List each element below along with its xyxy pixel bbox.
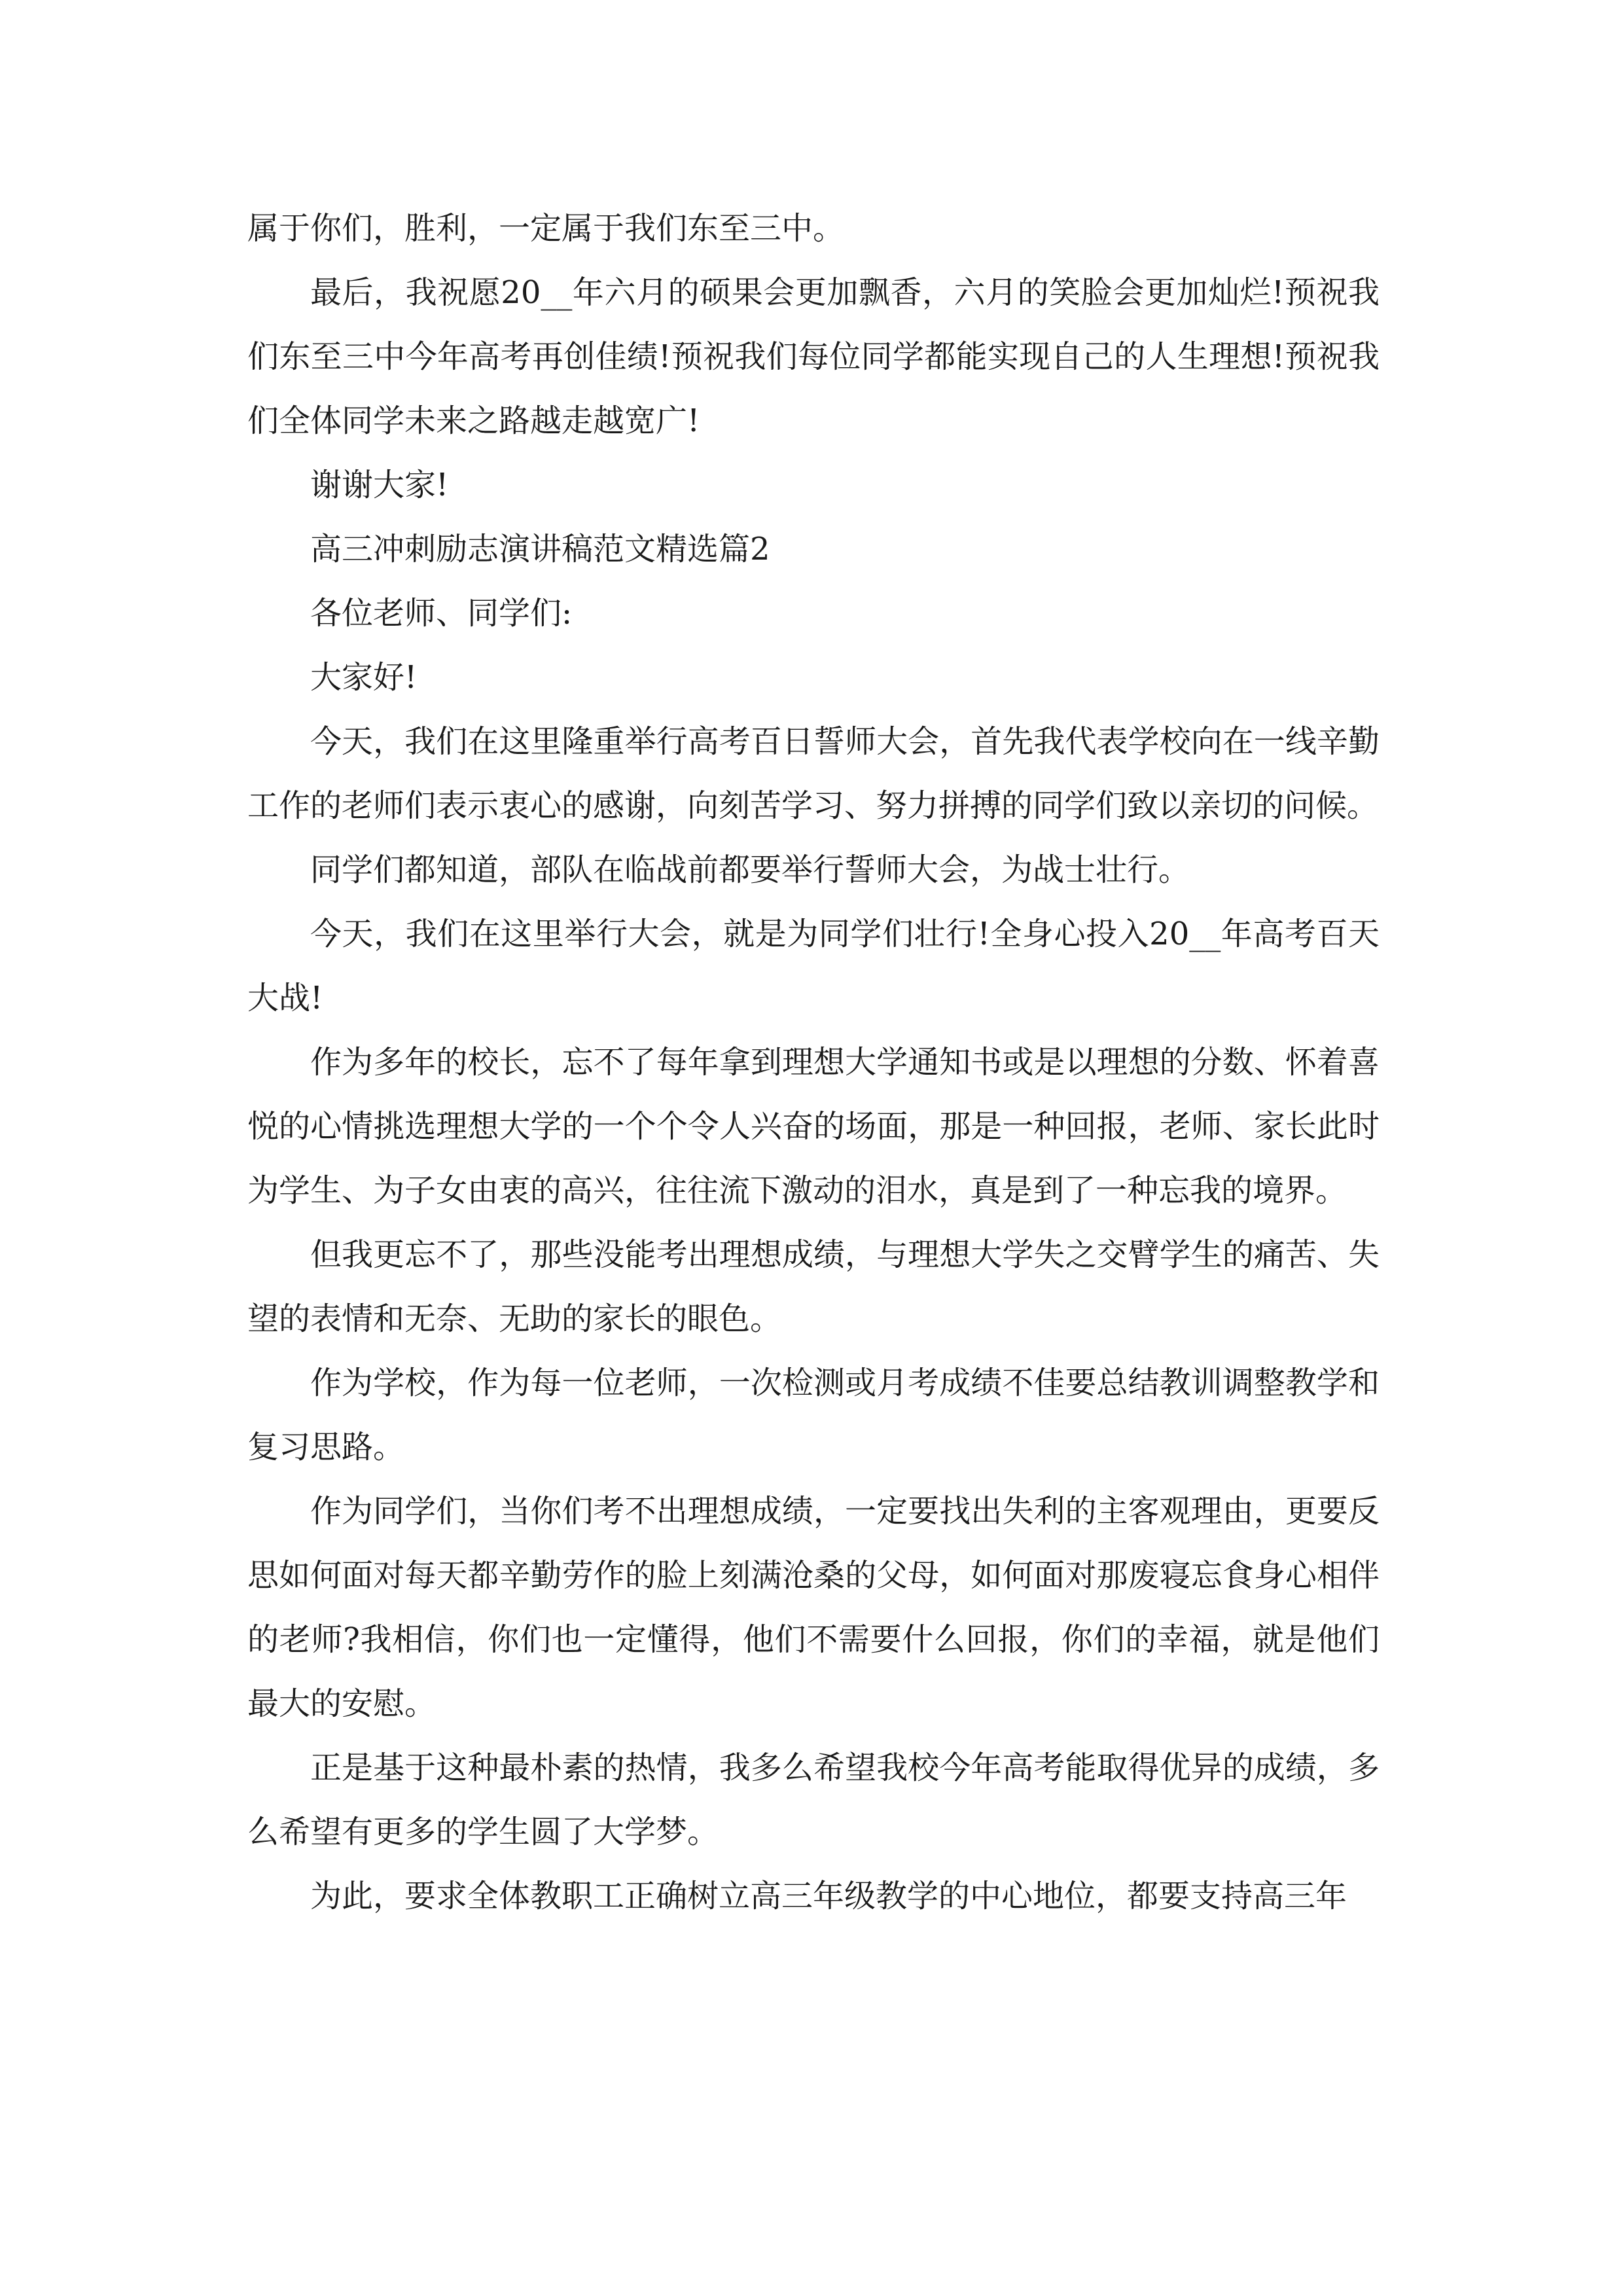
- paragraph-body: 今天，我们在这里隆重举行高考百日誓师大会，首先我代表学校向在一线辛勤工作的老师们表示衷心的感谢，向刻苦学习、努力拼搏的同学们致以亲切的问候。: [247, 723, 1380, 824]
- paragraph-body: 作为多年的校长，忘不了每年拿到理想大学通知书或是以理想的分数、怀着喜悦的心情挑选理想大学的一个个令人兴奋的场面，那是一种回报，老师、家长此时为学生、为子女由衷的高兴，往往流下激动的泪水，真是到了一种忘我的境界。: [247, 1044, 1380, 1209]
- paragraph-body: 但我更忘不了，那些没能考出理想成绩，与理想大学失之交臂学生的痛苦、失望的表情和无奈、无助的家长的眼色。: [247, 1236, 1380, 1337]
- document-body: [247, 196, 1380, 1928]
- paragraph-continuation: 属于你们，胜利，一定属于我们东至三中。: [247, 210, 845, 247]
- paragraph-closing-wishes: 最后，我祝愿20__年六月的硕果会更加飘香，六月的笑脸会更加灿烂!预祝我们东至三中今年高考再创佳绩!预祝我们每位同学都能实现自己的人生理想!预祝我们全体同学未来之路越走越宽广!: [247, 274, 1380, 439]
- paragraph-body: 作为同学们，当你们考不出理想成绩，一定要找出失利的主客观理由，更要反思如何面对每天都辛勤劳作的脸上刻满沧桑的父母，如何面对那废寝忘食身心相伴的老师?我相信，你们也一定懂得，他们不需要什么回报，你们的幸福，就是他们最大的安慰。: [247, 1493, 1380, 1722]
- paragraph-body: 作为学校，作为每一位老师，一次检测或月考成绩不佳要总结教训调整教学和复习思路。: [247, 1365, 1380, 1465]
- paragraph-thanks: 谢谢大家!: [310, 467, 449, 503]
- paragraph-body: 正是基于这种最朴素的热情，我多么希望我校今年高考能取得优异的成绩，多么希望有更多的学生圆了大学梦。: [247, 1749, 1380, 1850]
- paragraph-salutation: 各位老师、同学们:: [310, 595, 573, 632]
- paragraph-body: 今天，我们在这里举行大会，就是为同学们壮行!全身心投入20__年高考百天大战!: [247, 916, 1380, 1016]
- paragraph-greeting: 大家好!: [310, 659, 418, 696]
- section-heading: 高三冲刺励志演讲稿范文精选篇2: [310, 531, 770, 567]
- paragraph-body: 同学们都知道，部队在临战前都要举行誓师大会，为战士壮行。: [310, 852, 1190, 888]
- paragraph-body: 为此，要求全体教职工正确树立高三年级教学的中心地位，都要支持高三年: [310, 1878, 1347, 1914]
